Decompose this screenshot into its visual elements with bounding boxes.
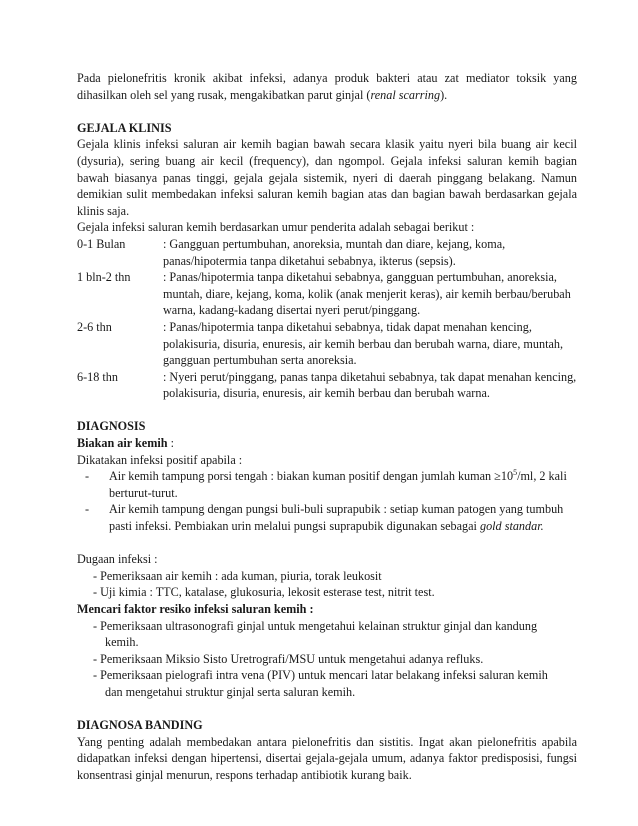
intro-paragraph [77, 70, 577, 103]
intro-text-end: ). [440, 87, 448, 102]
age-label: 0-1 Bulan [77, 236, 126, 251]
criteria-text [109, 468, 577, 501]
age-label: 6-18 thn [77, 369, 118, 384]
age-symptoms: : Gangguan pertumbuhan, anoreksia, muntah dan diare, kejang, koma, panas/hipotermia tanpa diketahui sebabnya, ikterus (sepsis). [163, 236, 506, 268]
criteria-text-main: Air kemih tampung porsi tengah : biakan kuman positif dengan jumlah kuman ≥10 [109, 469, 514, 484]
faktor-item [77, 618, 577, 651]
diagnosis-intro: Dikatakan infeksi positif apabila : [77, 452, 243, 467]
criteria-text [109, 501, 577, 534]
age-intro: Gejala infeksi saluran kemih berdasarkan umur penderita adalah sebagai berikut : [77, 220, 475, 235]
criteria-text-end: /ml, 2 kali berturut-turut. [109, 469, 567, 500]
age-label: 1 bln-2 thn [77, 270, 131, 285]
biakan-title: Biakan air kemih [77, 436, 168, 451]
banding-paragraph: Yang penting adalah membedakan antara pielonefritis dan sistitis. Ingat akan pielonefritis apabila didapatkan infeksi dengan hipertensi, disertai gejala-gejala umum, adanya faktor predisposisi, fungsi konsentrasi ginjal menurun, respons terhadap antibiotik kurang baik. [77, 734, 577, 782]
age-row [77, 236, 577, 269]
faktor-line: - Pemeriksaan ultrasonografi ginjal untuk mengetahui kelainan struktur ginjal dan kandung [93, 618, 538, 633]
criteria-item [77, 468, 577, 501]
faktor-line: - Pemeriksaan pielografi intra vena (PIV) untuk mencari latar belakang infeksi saluran kemih [93, 668, 548, 683]
banding-heading: DIAGNOSA BANDING [77, 718, 203, 733]
biakan-colon: : [167, 436, 174, 451]
age-row [77, 269, 577, 319]
bullet-dash: - [85, 469, 90, 484]
gejala-paragraph: Gejala klinis infeksi saluran air kemih bagian bawah secara klasik yaitu nyeri bila buang air kecil (dysuria), sering buang air kecil (frequency), dan ngompol. Gejala infeksi saluran kemih bagian bawah biasanya panas tinggi, gejala gejala sistemik, nyeri di daerah pinggang belakang. Namun demikian sulit membedakan infeksi saluran kemih bagian atas dan bagian bawah berdasarkan gejala klinis saja. [77, 137, 577, 218]
age-symptoms: : Panas/hipotermia tanpa diketahui sebabnya, tidak dapat menahan kencing, polakisuria, disuria, enuresis, air kemih berbau dan berubah warna, diare, muntah, gangguan pertumbuhan serta anoreksia. [163, 319, 564, 368]
intro-text: Pada pielonefritis kronik akibat infeksi, adanya produk bakteri atau zat mediator toksik yang dihasilkan oleh sel yang rusak, mengakibatkan parut ginjal ( [77, 71, 577, 102]
superscript: 5 [513, 468, 518, 478]
document-page [77, 70, 577, 784]
dugaan-item: - Pemeriksaan air kemih : ada kuman, piuria, torak leukosit [93, 568, 382, 583]
faktor-heading: Mencari faktor resiko infeksi saluran kemih : [77, 602, 314, 616]
age-row [77, 319, 577, 369]
faktor-line: - Pemeriksaan Miksio Sisto Uretrografi/MSU untuk mengetahui adanya refluks. [93, 651, 484, 666]
criteria-italic-term: gold standar. [479, 519, 544, 534]
age-row [77, 369, 577, 402]
faktor-line-cont: kemih. [105, 635, 139, 650]
age-label: 2-6 thn [77, 319, 112, 334]
gejala-heading: GEJALA KLINIS [77, 120, 172, 135]
faktor-item [77, 667, 577, 700]
dugaan-heading: Dugaan infeksi : [77, 552, 158, 567]
age-symptoms: : Nyeri perut/pinggang, panas tanpa diketahui sebabnya, tak dapat menahan kencing, polakisuria, disuria, enuresis, air kemih berbau dan berubah warna. [163, 369, 577, 401]
criteria-text-main: Air kemih tampung dengan pungsi buli-buli suprapubik : setiap kuman patogen yang tumbuh pasti infeksi. Pembiakan urin melalui pungsi suprapubik digunakan sebagai [109, 502, 564, 534]
criteria-item [77, 501, 577, 534]
biakan-subheading [77, 435, 577, 452]
faktor-line-cont: dan mengetahui struktur ginjal serta saluran kemih. [105, 684, 356, 699]
bullet-dash: - [85, 502, 90, 517]
intro-italic-term: renal scarring [370, 87, 441, 102]
age-symptoms: : Panas/hipotermia tanpa diketahui sebabnya, gangguan pertumbuhan, anoreksia, muntah, diare, kejang, koma, kolik (anak menjerit keras), air kemih berbau/berubah warna, kadang-kadang disertai nyeri perut/pinggang. [163, 270, 571, 318]
faktor-item [77, 651, 577, 668]
dugaan-item: - Uji kimia : TTC, katalase, glukosuria, lekosit esterase test, nitrit test. [93, 585, 435, 600]
diagnosis-heading: DIAGNOSIS [77, 419, 146, 434]
